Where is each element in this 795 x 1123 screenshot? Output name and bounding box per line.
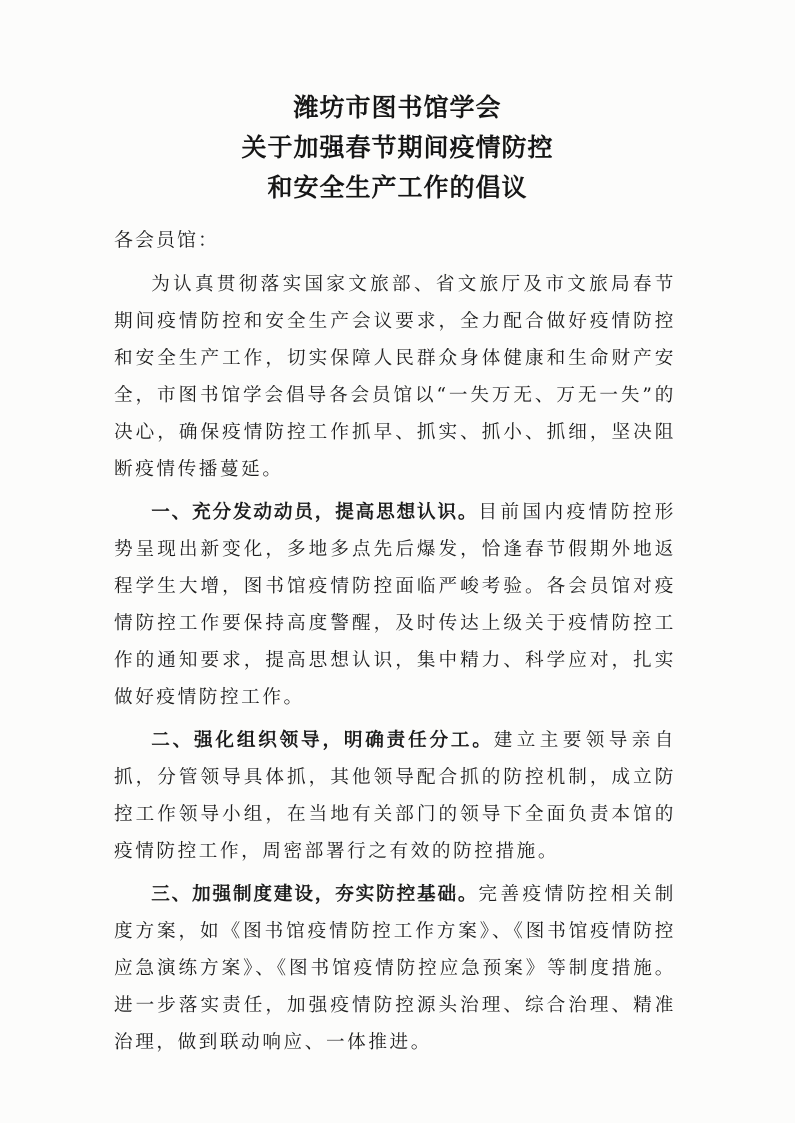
title-line-organization: 潍坊市图书馆学会: [293, 93, 502, 122]
section-text-2: 建立主要领导亲自抓，分管领导具体抓，其他领导配合抓的防控机制，成立防控工作领导小组，在当地有关部门的领导下全面负责本馆的疫情防控工作，周密部署行之有效的防控措施。: [114, 730, 676, 862]
document-body: [114, 222, 676, 1067]
section-heading-1: 一、充分发动动员，提高思想认识。: [151, 502, 479, 523]
salutation: 各会员馆：: [114, 229, 220, 251]
section-paragraph-3: [114, 876, 676, 1061]
section-text-3: 完善疫情防控相关制度方案，如《图书馆疫情防控工作方案》、《图书馆疫情防控应急演练方案》、《图书馆疫情防控应急预案》等制度措施。进一步落实责任，加强疫情防控源头治理、综合治理、精准治理，做到联动响应、一体推进。: [114, 884, 676, 1053]
section-paragraph-1: [114, 494, 676, 716]
section-heading-3: 三、加强制度建设，夯实防控基础。: [151, 884, 479, 905]
intro-paragraph: 为认真贯彻落实国家文旅部、省文旅厅及市文旅局春节期间疫情防控和安全生产会议要求，全力配合做好疫情防控和安全生产工作，切实保障人民群众身体健康和生命财产安全，市图书馆学会倡导各会员馆以“一失万无、万无一失”的决心，确保疫情防控工作抓早、抓实、抓小、抓细，坚决阻断疫情传播蔓延。: [114, 274, 676, 480]
document-header: [0, 88, 795, 208]
section-heading-2: 二、强化组织领导，明确责任分工。: [151, 730, 494, 751]
title-line-subject: 关于加强春节期间疫情防控: [241, 133, 554, 162]
section-paragraph-2: [114, 722, 676, 870]
title-line-subject-continued: 和安全生产工作的倡议: [267, 173, 528, 202]
section-text-1: 目前国内疫情防控形势呈现出新变化，多地多点先后爆发，恰逢春节假期外地返程学生大增，图书馆疫情防控面临严峻考验。各会员馆对疫情防控工作要保持高度警醒，及时传达上级关于疫情防控工作的通知要求，提高思想认识，集中精力、科学应对，扎实做好疫情防控工作。: [114, 502, 676, 708]
